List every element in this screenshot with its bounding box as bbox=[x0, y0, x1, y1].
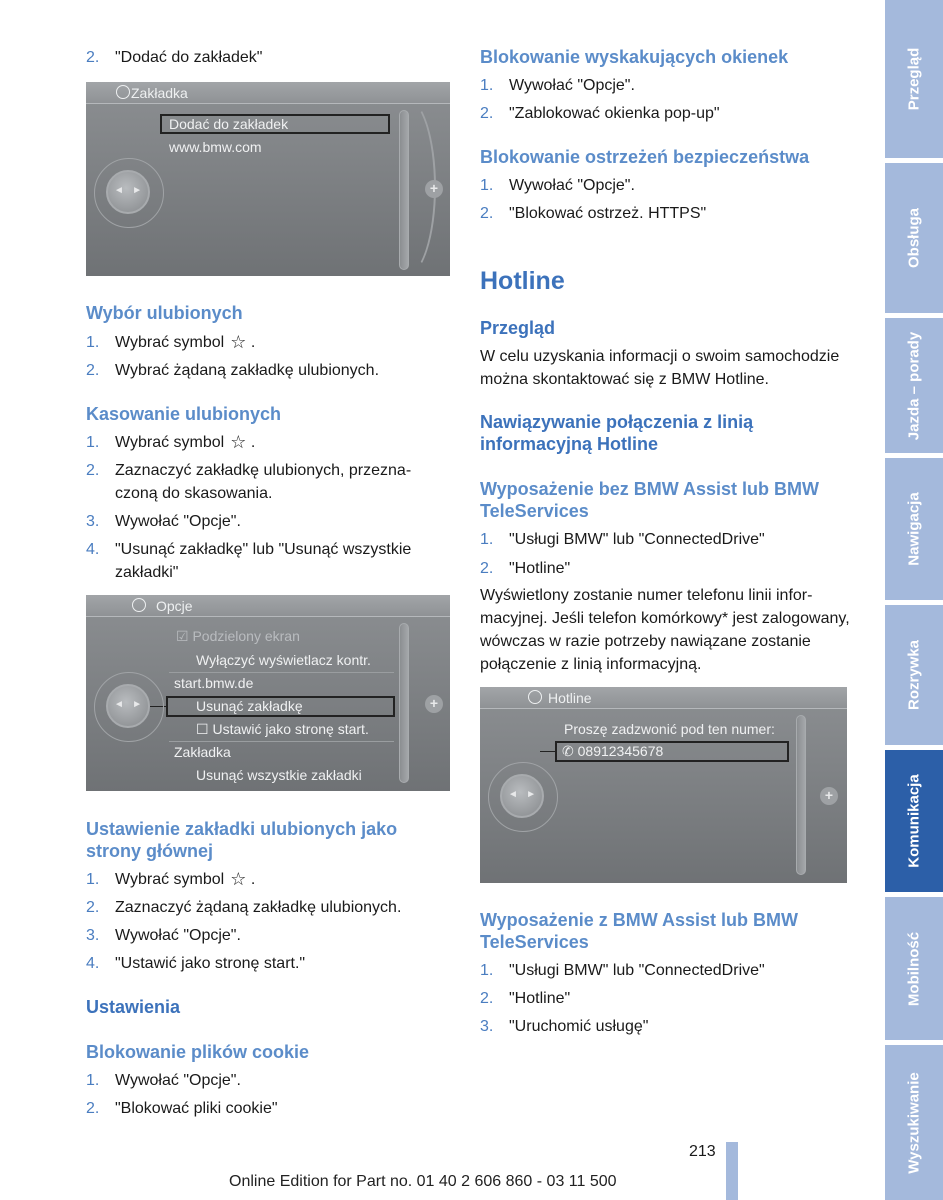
plus-icon: + bbox=[820, 787, 838, 805]
hotline-screen-image bbox=[480, 687, 847, 883]
list-item: 2. Wybrać żądaną zakładkę ulubionych. bbox=[86, 362, 380, 379]
menu-row: www.bmw.com bbox=[169, 139, 262, 155]
section-heading: Blokowanie plików cookie bbox=[86, 1042, 310, 1062]
phone-icon: ✆ bbox=[562, 743, 574, 759]
plus-icon: + bbox=[425, 695, 443, 713]
list-item: 2. Zaznaczyć żądaną zakładkę ulubionych. bbox=[86, 899, 402, 916]
chapter-title: Hotline bbox=[480, 267, 565, 295]
phone-number-row: ✆ 08912345678 bbox=[562, 743, 664, 759]
list-item: 1. Wywołać "Opcje". bbox=[480, 177, 635, 194]
menu-row: Wyłączyć wyświetlacz kontr. bbox=[196, 652, 371, 668]
tab-search[interactable]: Wyszukiwanie bbox=[885, 1045, 943, 1200]
list-item: 2. "Hotline" bbox=[480, 560, 571, 577]
controller-knob-icon: ◄ ► bbox=[500, 774, 544, 818]
footer-text: Online Edition for Part no. 01 40 2 606 860 - 03 11 500 bbox=[229, 1173, 617, 1190]
list-item: 1. Wywołać "Opcje". bbox=[86, 1072, 241, 1089]
section-heading: Kasowanie ulubionych bbox=[86, 404, 282, 424]
list-item: 2. Zaznaczyć zakładkę ulubionych, przeznaczoną do skasowania. bbox=[86, 462, 412, 502]
section-heading: Ustawienia bbox=[86, 997, 181, 1017]
menu-row: Usunąć wszystkie zakładki bbox=[196, 767, 362, 783]
paragraph: W celu uzyskania informacji o swoim samochodzie można skontaktować się z BMW Hotline. bbox=[480, 348, 840, 388]
tab-entertainment[interactable]: Rozrywka bbox=[885, 605, 943, 745]
section-heading: Blokowanie wyskakujących okienek bbox=[480, 47, 789, 67]
list-item: 1. Wywołać "Opcje". bbox=[480, 77, 635, 94]
controller-knob-icon: ◄ ► bbox=[106, 684, 150, 728]
tab-navigation[interactable]: Nawigacja bbox=[885, 458, 943, 600]
star-icon: ☆ bbox=[230, 869, 247, 889]
section-heading: Przegląd bbox=[480, 318, 556, 338]
menu-row: start.bmw.de bbox=[174, 675, 254, 691]
gear-icon bbox=[116, 85, 130, 99]
page-number: 213 bbox=[689, 1143, 716, 1160]
list-item: 1. "Usługi BMW" lub "ConnectedDrive" bbox=[480, 962, 765, 979]
list-item: 4. "Ustawić jako stronę start." bbox=[86, 955, 306, 972]
tab-overview[interactable]: Przegląd bbox=[885, 0, 943, 158]
page-marker-bar bbox=[726, 1142, 738, 1200]
section-heading: Ustawienie zakładki ulubionych jako strony głównej bbox=[86, 819, 398, 861]
options-screen-image bbox=[86, 595, 450, 791]
screen-title: Opcje bbox=[156, 598, 193, 614]
menu-row-disabled: ☑ Podzielony ekran bbox=[176, 628, 300, 644]
bookmark-screen-image bbox=[86, 82, 450, 276]
section-heading: Wybór ulubionych bbox=[86, 303, 243, 323]
list-item: 2. "Blokować ostrzeż. HTTPS" bbox=[480, 205, 707, 222]
list-item: 3. "Uruchomić usługę" bbox=[480, 1018, 649, 1035]
menu-row: ☐ Ustawić jako stronę start. bbox=[196, 721, 369, 737]
list-item: 1. Wybrać symbol ☆ . bbox=[86, 332, 256, 352]
menu-row: Proszę zadzwonić pod ten numer: bbox=[564, 721, 775, 737]
list-item: 2. "Blokować pliki cookie" bbox=[86, 1100, 278, 1117]
gear-icon bbox=[132, 598, 146, 612]
list-item: 3. Wywołać "Opcje". bbox=[86, 927, 241, 944]
plus-icon: + bbox=[425, 180, 443, 198]
screen-title: Zakładka bbox=[131, 85, 188, 101]
scrollbar-graphic bbox=[399, 623, 409, 783]
star-icon: ☆ bbox=[230, 432, 247, 452]
gear-icon bbox=[528, 690, 542, 704]
scrollbar-graphic bbox=[796, 715, 806, 875]
screen-title: Hotline bbox=[548, 690, 592, 706]
list-item: 1. Wybrać symbol ☆ . bbox=[86, 869, 256, 889]
list-item: 1. Wybrać symbol ☆ . bbox=[86, 432, 256, 452]
section-heading: Wyposażenie z BMW Assist lub BMW TeleServices bbox=[480, 910, 799, 952]
controller-knob-icon: ◄ ► bbox=[106, 170, 150, 214]
tab-operation[interactable]: Obsługa bbox=[885, 163, 943, 313]
tab-communication[interactable]: Komunikacja bbox=[885, 750, 943, 892]
tab-driving-tips[interactable]: Jazda – porady bbox=[885, 318, 943, 453]
list-item: 2. "Dodać do zakładek" bbox=[86, 49, 263, 66]
section-heading: Wyposażenie bez BMW Assist lub BMW TeleServices bbox=[480, 479, 820, 521]
menu-row: Dodać do zakładek bbox=[169, 116, 289, 132]
section-heading: Blokowanie ostrzeżeń bezpieczeństwa bbox=[480, 147, 810, 167]
menu-row: Zakładka bbox=[174, 744, 231, 760]
tab-mobility[interactable]: Mobilność bbox=[885, 897, 943, 1040]
paragraph: Wyświetlony zostanie numer telefonu linii informacyjnej. Jeśli telefon komórkowy* jest zalogowany, wówczas w razie potrzeby nawiązane zostanie połączenie z linią informacyjną. bbox=[480, 587, 850, 673]
list-item: 2. "Zablokować okienka pop-up" bbox=[480, 105, 720, 122]
star-icon: ☆ bbox=[230, 332, 247, 352]
list-item: 2. "Hotline" bbox=[480, 990, 571, 1007]
menu-row: Usunąć zakładkę bbox=[196, 698, 303, 714]
list-item: 1. "Usługi BMW" lub "ConnectedDrive" bbox=[480, 531, 765, 548]
section-heading: Nawiązywanie połączenia z linią informacyjną Hotline bbox=[480, 412, 754, 454]
list-item: 3. Wywołać "Opcje". bbox=[86, 513, 241, 530]
list-item: 4. "Usunąć zakładkę" lub "Usunąć wszystkie zakładki" bbox=[86, 541, 412, 581]
